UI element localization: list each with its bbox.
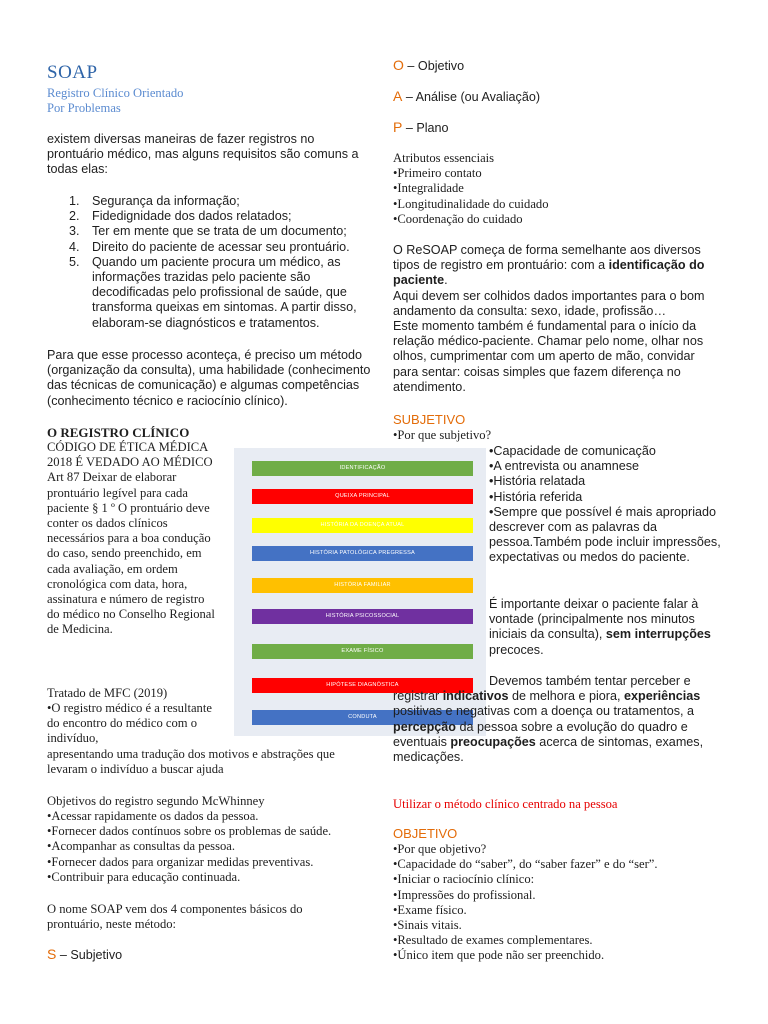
subjetivo-heading: SUBJETIVO xyxy=(393,412,466,427)
page-title: SOAP xyxy=(47,62,98,83)
subtitle-line-1: Registro Clínico Orientado xyxy=(47,86,184,100)
list-number: 1. xyxy=(69,194,80,208)
codigo-etica-paragraph: CÓDIGO DE ÉTICA MÉDICA 2018 É VEDADO AO MÉDICO Art 87 Deixar de elaborar prontuário legível para cada paciente § 1 º O prontuário deve conter os dados clínicos necessários para a boa condução do caso, sendo preenchido, em cada avaliação, em ordem cronológica com data, hora, assinatura e número de registro do médico no Conselho Regional de Medicina. xyxy=(47,440,215,637)
list-item: •Iniciar o raciocínio clínico: xyxy=(393,872,535,887)
text-bold: sem interrupções xyxy=(605,627,711,642)
list-text: Fidedignidade dos dados relatados; xyxy=(92,209,292,224)
list-text: Ter em mente que se trata de um documento; xyxy=(92,224,347,239)
list-item: •Integralidade xyxy=(393,181,464,196)
requirements-list xyxy=(47,194,367,331)
subjetivo-why: •Por que subjetivo? xyxy=(393,428,492,442)
objetivo-heading: OBJETIVO xyxy=(393,826,458,841)
diagram-bar: CONDUTA xyxy=(252,710,473,725)
list-item: •Fornecer dados para organizar medidas preventivas. xyxy=(47,854,314,869)
list-item: •História referida xyxy=(489,489,583,504)
objetivo-list xyxy=(393,842,723,964)
text-bold: preocupações xyxy=(450,734,536,749)
text-run: acerca de sintomas, exames, medicações. xyxy=(393,734,704,765)
diagram-bar: EXAME FÍSICO xyxy=(252,644,473,659)
mfc-title: Tratado de MFC (2019) xyxy=(47,686,168,700)
list-number: 4. xyxy=(69,239,80,254)
metodo-clinico-line: Utilizar o método clínico centrado na pessoa xyxy=(393,797,618,811)
resoap-paragraph: Aqui devem ser colhidos dados importantes para o bom andamento da consulta: sexo, idade, profissão… xyxy=(393,288,705,318)
list-item: •Exame físico. xyxy=(393,902,467,917)
list-item: •Contribuir para educação continuada. xyxy=(47,869,241,884)
text-bold: identificação do paciente xyxy=(393,258,705,288)
list-item: •Acompanhar as consultas da pessoa. xyxy=(47,839,236,854)
list-item: •Sinais vitais. xyxy=(393,918,462,933)
list-item: •Capacidade de comunicação xyxy=(489,444,656,458)
soap-letter: O xyxy=(393,57,404,73)
mfc-text-narrow: •O registro médico é a resultante do encontro do médico com o indivíduo, xyxy=(47,701,212,746)
soap-a-line xyxy=(393,89,540,105)
diagram-bar: HISTÓRIA PSICOSSOCIAL xyxy=(252,609,473,624)
list-item: •Longitudinalidade do cuidado xyxy=(393,196,549,211)
process-paragraph: Para que esse processo aconteça, é preciso um método (organização da consulta), uma habilidade (conhecimento das técnicas de comunicação) e algumas competências (conhecimento técnico e raciocínio clínico). xyxy=(47,348,371,408)
registro-heading: O REGISTRO CLÍNICO xyxy=(47,425,190,440)
subjetivo-list xyxy=(489,444,729,566)
devemos-narrow xyxy=(393,674,721,765)
list-item: •Por que objetivo? xyxy=(393,842,487,856)
list-item: •Fornecer dados contínuos sobre os problemas de saúde. xyxy=(47,824,332,839)
atributos-title: Atributos essenciais xyxy=(393,151,495,165)
text-run: . xyxy=(444,273,448,288)
resoap-paragraph xyxy=(393,243,721,289)
list-item: •Único item que pode não ser preenchido. xyxy=(393,948,605,963)
atributos-block xyxy=(393,151,723,227)
list-text: Direito do paciente de acessar seu prontuário. xyxy=(92,239,350,254)
list-item: •Coordenação do cuidado xyxy=(393,211,523,226)
list-item: •Impressões do profissional. xyxy=(393,887,536,902)
list-number: 3. xyxy=(69,224,80,239)
subtitle-line-2: Por Problemas xyxy=(47,101,121,115)
soap-letter: P xyxy=(393,119,403,135)
list-item xyxy=(47,194,367,209)
text-run: da pessoa sobre a evolução do quadro e eventuais xyxy=(393,719,688,749)
list-item: •Resultado de exames complementares. xyxy=(393,933,593,948)
list-text: Segurança da informação; xyxy=(92,194,240,208)
diagram-bar: IDENTIFICAÇÃO xyxy=(252,461,473,476)
text-run: O ReSOAP começa de forma semelhante aos diversos tipos de registro em prontuário: com a xyxy=(393,243,701,273)
soap-origin-paragraph: O nome SOAP vem dos 4 componentes básicos do prontuário, neste método: xyxy=(47,902,303,932)
list-text: Quando um paciente procura um médico, as informações trazidas pelo paciente são decodificadas pelo profissional de saúde, que transforma queixas em sintomas. A partir disso, elaboram-se diagnósticos e tratamentos. xyxy=(92,254,357,330)
list-item: •História relatada xyxy=(489,474,586,489)
list-number: 5. xyxy=(69,254,80,269)
diagram-bar: QUEIXA PRINCIPAL xyxy=(252,489,473,504)
list-item xyxy=(47,209,367,224)
soap-s-line xyxy=(47,947,122,963)
soap-label: – Subjetivo xyxy=(56,948,123,962)
intro-paragraph: existem diversas maneiras de fazer registros no prontuário médico, mas alguns requisitos são comuns a todas elas: xyxy=(47,132,359,177)
text-bold: experiências xyxy=(624,689,701,704)
resoap-paragraph: Este momento também é fundamental para o início da relação médico-paciente. Chamar pelo nome, olhar nos olhos, cumprimentar com um aperto de mão, convidar para sentar: coisas simples que fazem diferença no atendimento. xyxy=(393,319,704,394)
text-run: precoces. xyxy=(489,642,544,657)
text-run: de melhora e piora, xyxy=(508,689,624,704)
page-subtitle xyxy=(47,86,183,116)
text-bold: indicativos xyxy=(442,689,509,704)
text-run: É importante deixar o paciente falar à vontade (principalmente nos minutos iniciais da consulta), xyxy=(489,597,699,642)
text-bold: percepção xyxy=(393,719,456,734)
soap-letter: S xyxy=(47,946,57,962)
soap-label: – Plano xyxy=(402,121,449,135)
list-item: •Sempre que possível é mais apropriado descrever com as palavras da pessoa.Também pode incluir impressões, expectativas ou medos do paciente. xyxy=(489,504,721,565)
list-item: •Acessar rapidamente os dados da pessoa. xyxy=(47,809,259,823)
soap-o-line xyxy=(393,58,464,74)
soap-label: – Análise (ou Avaliação) xyxy=(402,90,541,104)
diagram-bar: HISTÓRIA DA DOENÇA ATUAL xyxy=(252,518,473,533)
list-item: •Primeiro contato xyxy=(393,166,482,181)
list-item xyxy=(47,255,367,331)
objetivos-title: Objetivos do registro segundo McWhinney xyxy=(47,794,265,808)
list-item: •Capacidade do “saber”, do “saber fazer” e do “ser”. xyxy=(393,857,658,872)
diagram-bar: HISTÓRIA PATOLÓGICA PREGRESSA xyxy=(252,546,473,561)
soap-label: – Objetivo xyxy=(403,59,465,73)
text-run: Devemos também tentar perceber e registrar xyxy=(393,674,691,704)
list-item: •A entrevista ou anamnese xyxy=(489,459,640,474)
diagram-bar: HISTÓRIA FAMILIAR xyxy=(252,578,473,593)
list-item xyxy=(47,240,367,255)
list-number: 2. xyxy=(69,209,80,224)
mfc-text-wide: apresentando uma tradução dos motivos e abstrações que levaram o indivíduo a buscar ajuda xyxy=(47,747,335,777)
objetivos-list xyxy=(47,809,377,885)
list-item xyxy=(47,224,367,239)
soap-letter: A xyxy=(393,88,403,104)
importante-paragraph xyxy=(489,597,721,658)
resoap-block xyxy=(393,243,721,395)
soap-p-line xyxy=(393,120,449,136)
text-run: positivas e negativas com a doença ou tratamentos, a xyxy=(393,704,695,719)
diagram-bar: HIPÓTESE DIAGNÓSTICA xyxy=(252,678,473,693)
